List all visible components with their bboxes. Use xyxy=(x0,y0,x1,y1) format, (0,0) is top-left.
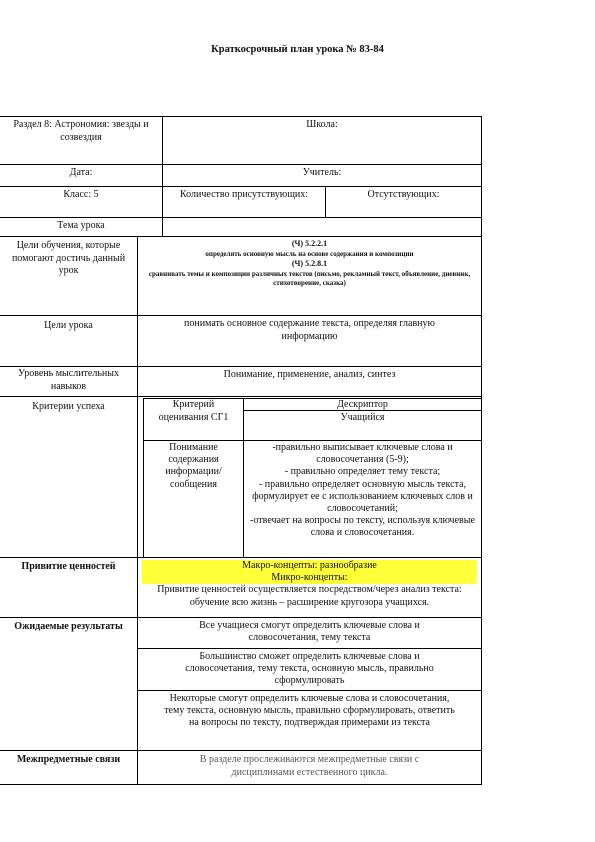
intersubject-cell xyxy=(138,751,481,784)
topic-cell xyxy=(0,218,162,236)
absent-label: Отсутствующих: xyxy=(367,189,440,200)
lesson-goals-cell xyxy=(138,316,481,366)
criteria-label: Критерии успеха xyxy=(32,401,105,412)
present-cell xyxy=(163,187,325,217)
school-label: Школа: xyxy=(306,119,338,130)
descriptor-item: - правильно определяет тему текста; xyxy=(284,466,441,478)
intersubject-label-cell xyxy=(0,751,137,784)
descriptor-item: - правильно определяет основную мысль текста, формулирует ее с использованием ключевых слов и словосочетаний; xyxy=(252,478,473,514)
criteria-criterion: Понимание содержания информации/ сообщения xyxy=(165,442,222,490)
values-macro: Макро-концепты: разнообразие xyxy=(142,560,477,572)
criteria-criterion-cell xyxy=(144,441,243,557)
learning-goals-cell xyxy=(138,237,481,315)
section-label: Раздел 8: Астрономия: звезды и созвездия xyxy=(13,119,149,143)
learning-goal-text-2: сравнивать темы и композиции различных текстов (письмо, рекламный текст, объявление, дневник, стихотворение, сказка) xyxy=(148,270,471,288)
results-most-cell xyxy=(138,649,481,690)
school-cell xyxy=(163,117,481,164)
values-text: Привитие ценностей осуществляется посредством/через анализ текста: обучение всю жизнь – расширение кругозора учащихся. xyxy=(157,584,462,608)
criteria-head-criterion: Критерий оценивания СГ1 xyxy=(158,399,229,423)
lesson-goals-text: понимать основное содержание текста, определяя главную информацию xyxy=(184,318,435,342)
date-cell xyxy=(0,165,162,186)
class-label: Класс: 5 xyxy=(63,189,99,200)
criteria-descriptors-cell xyxy=(244,441,481,557)
results-label-cell xyxy=(0,618,137,750)
values-label: Привитие ценностей xyxy=(21,561,116,572)
learning-goals-label-cell xyxy=(0,237,137,315)
table-line xyxy=(0,784,482,785)
results-most: Большинство сможет определить ключевые слова и словосочетания, тему текста, основную мысль, правильно сформулировать xyxy=(185,651,434,687)
teacher-label: Учитель: xyxy=(302,167,342,178)
page-title: Краткосрочный план урока № 83-84 xyxy=(211,44,384,55)
results-all-cell xyxy=(138,618,481,648)
thinking-label-cell xyxy=(0,367,137,396)
section-cell xyxy=(0,117,162,164)
intersubject-text: В разделе прослеживаются межпредметные связи с дисциплинами естественного цикла. xyxy=(199,754,420,778)
lesson-goals-label: Цели урока xyxy=(44,320,93,331)
intersubject-label: Межпредметные связи xyxy=(16,754,121,765)
date-label: Дата: xyxy=(69,167,93,178)
thinking-text: Понимание, применение, анализ, синтез xyxy=(223,369,396,380)
results-some: Некоторые смогут определить ключевые слова и словосочетания, тему текста, основную мысль, правильно сформулировать, ответить на вопросы по тексту, подтверждая примерами из текста xyxy=(164,693,455,729)
results-label: Ожидаемые результаты xyxy=(14,621,123,632)
criteria-label-cell xyxy=(0,397,137,557)
criteria-head-descriptor: Дескриптор xyxy=(337,399,388,410)
criteria-head-student: Учащийся xyxy=(340,412,385,423)
values-label-cell xyxy=(0,558,137,617)
values-micro: Микро-концепты: xyxy=(142,572,477,584)
topic-label: Тема урока xyxy=(57,220,105,231)
thinking-label: Уровень мыслительных навыков xyxy=(18,368,119,392)
teacher-cell xyxy=(163,165,481,186)
learning-goal-text-1: определять основную мысль на основе содержания и композиции xyxy=(205,249,414,258)
thinking-cell xyxy=(138,367,481,396)
class-cell xyxy=(0,187,162,217)
learning-goals-label: Цели обучения, которые помогают достичь данный урок xyxy=(11,240,126,276)
values-cell xyxy=(138,558,481,617)
present-label: Количество присутствующих: xyxy=(179,189,309,200)
results-all: Все учащиеся смогут определить ключевые слова и словосочетания, тему текста xyxy=(199,620,420,644)
criteria-head-criterion-cell xyxy=(144,399,243,440)
descriptor-item: -правильно выписывает ключевые слова и словосочетания (5-9); xyxy=(272,442,453,466)
criteria-head-student-cell xyxy=(244,411,481,440)
descriptor-item: -отвечает на вопросы по тексту, используя ключевые слова и словосочетания. xyxy=(250,515,475,539)
criteria-head-descriptor-cell xyxy=(244,399,481,410)
table-line xyxy=(481,116,482,785)
absent-cell xyxy=(326,187,481,217)
learning-goal-code-2: (Ч) 5.2.8.1 xyxy=(291,259,328,269)
learning-goal-code-1: (Ч) 5.2.2.1 xyxy=(291,239,328,248)
lesson-goals-label-cell xyxy=(0,316,137,366)
results-some-cell xyxy=(138,691,481,750)
